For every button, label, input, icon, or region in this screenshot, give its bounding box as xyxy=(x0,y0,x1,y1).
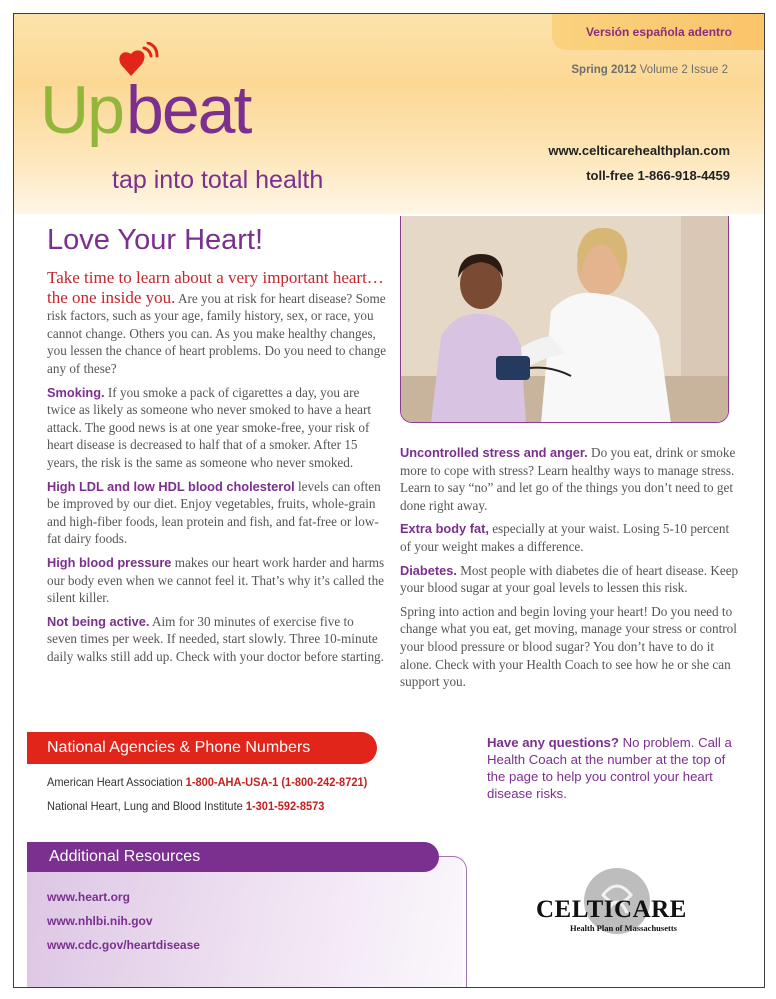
intro-body: Are you at risk for heart disease? Some risk factors, such as your age, family history, sex, or race, you cannot change. Others you can. As you make healthy changes, you lessen the chance of heart problems. Do you need to change any of these? xyxy=(47,290,387,376)
activity-body: Aim for 30 minutes of exercise five to seven times per week. If needed, start slowly. Three 10-minute daily walks still add up. Check with your doctor before starting. xyxy=(47,613,384,664)
questions-callout xyxy=(487,734,737,802)
body-fat-paragraph xyxy=(400,520,740,555)
agencies-heading: National Agencies & Phone Numbers xyxy=(27,732,377,764)
blood-pressure-keyword: High blood pressure xyxy=(47,554,172,570)
diabetes-paragraph xyxy=(400,562,740,597)
agency-phone: 1-301-592-8573 xyxy=(245,799,325,813)
agency-name: National Heart, Lung and Blood Institute xyxy=(47,799,246,813)
intro-paragraph xyxy=(47,268,387,378)
resource-link[interactable]: www.heart.org xyxy=(47,890,130,904)
article-left-column xyxy=(47,268,387,671)
celticare-subtitle: Health Plan of Massachusetts xyxy=(570,923,677,933)
stress-body: Do you eat, drink or smoke more to cope with stress? Learn healthy ways to manage stress. Learn to say “no” and let go of the things you don’t need to get done right away. xyxy=(400,445,736,513)
photo-illustration xyxy=(401,216,729,423)
body-fat-keyword: Extra body fat, xyxy=(400,521,489,537)
smoking-keyword: Smoking. xyxy=(47,384,105,400)
resources-heading: Additional Resources xyxy=(27,842,439,872)
spanish-version-tab: Versión española adentro xyxy=(552,14,765,50)
questions-lead: Have any questions? xyxy=(487,735,619,750)
blood-pressure-paragraph xyxy=(47,554,387,607)
body-fat-body: especially at your waist. Losing 5-10 percent of your weight makes a difference. xyxy=(400,521,730,554)
issue-season: Spring 2012 xyxy=(571,64,637,76)
celticare-logo-text: CELTICARE xyxy=(536,896,687,923)
blood-pressure-body: makes our heart work harder and harms our body even when we cannot feel it. That’s why it’s called the silent killer. xyxy=(47,554,385,606)
article-right-column xyxy=(400,444,740,697)
upbeat-logo xyxy=(40,42,400,202)
activity-keyword: Not being active. xyxy=(47,613,150,629)
resource-link[interactable]: www.nhlbi.nih.gov xyxy=(47,914,153,928)
header-band xyxy=(14,14,765,214)
closing-paragraph: Spring into action and begin loving your heart! Do you need to change what you eat, get moving, manage your stress or control your blood pressure or blood sugar? You don’t have to do it alone. Check with your Health Coach to see how he or she can support you. xyxy=(400,603,737,690)
cholesterol-keyword: High LDL and low HDL blood cholesterol xyxy=(47,478,295,494)
tollfree-number: toll-free 1-866-918-4459 xyxy=(586,168,730,183)
doctor-patient-photo xyxy=(400,216,729,423)
logo-tagline: tap into total health xyxy=(112,166,324,194)
cholesterol-paragraph xyxy=(47,478,387,548)
article-title: Love Your Heart! xyxy=(47,224,264,256)
activity-paragraph xyxy=(47,613,387,666)
cholesterol-body: levels can often be improved by our diet. Enjoy vegetables, fruits, whole-grain and high-fiber foods, lean protein and fish, and fat-free or low-fat dairy foods. xyxy=(47,478,381,547)
stress-paragraph xyxy=(400,444,740,514)
logo-up-text: Up xyxy=(40,72,123,148)
questions-body: No problem. Call a Health Coach at the number at the top of the page to help you control your heart disease risks. xyxy=(487,735,732,801)
intro-lead: Take time to learn about a very important heart…the one inside you. xyxy=(47,268,384,307)
diabetes-keyword: Diabetes. xyxy=(400,562,457,578)
agency-item xyxy=(47,799,324,813)
agency-item xyxy=(47,775,367,789)
resource-link[interactable]: www.cdc.gov/heartdisease xyxy=(47,938,200,952)
stress-keyword: Uncontrolled stress and anger. xyxy=(400,445,588,460)
smoking-paragraph xyxy=(47,384,387,472)
newsletter-page xyxy=(13,13,765,988)
agency-phone: 1-800-AHA-USA-1 (1-800-242-8721) xyxy=(185,775,368,789)
website-link[interactable]: www.celticarehealthplan.com xyxy=(548,143,730,158)
logo-beat-text: beat xyxy=(126,72,251,148)
smoking-body: If you smoke a pack of cigarettes a day, you are twice as likely as someone who never smoked to have a heart attack. The good news is at one year smoke-free, your risk of heart disease is decreased to half that of a smoker. After 15 years, the risk is the same as someone who never smoked. xyxy=(47,384,372,470)
issue-info xyxy=(571,64,728,76)
diabetes-body: Most people with diabetes die of heart disease. Keep your blood sugar at your goal levels to lessen this risk. xyxy=(400,562,739,596)
agency-name: American Heart Association xyxy=(47,775,186,789)
issue-volume: Volume 2 Issue 2 xyxy=(636,64,728,76)
